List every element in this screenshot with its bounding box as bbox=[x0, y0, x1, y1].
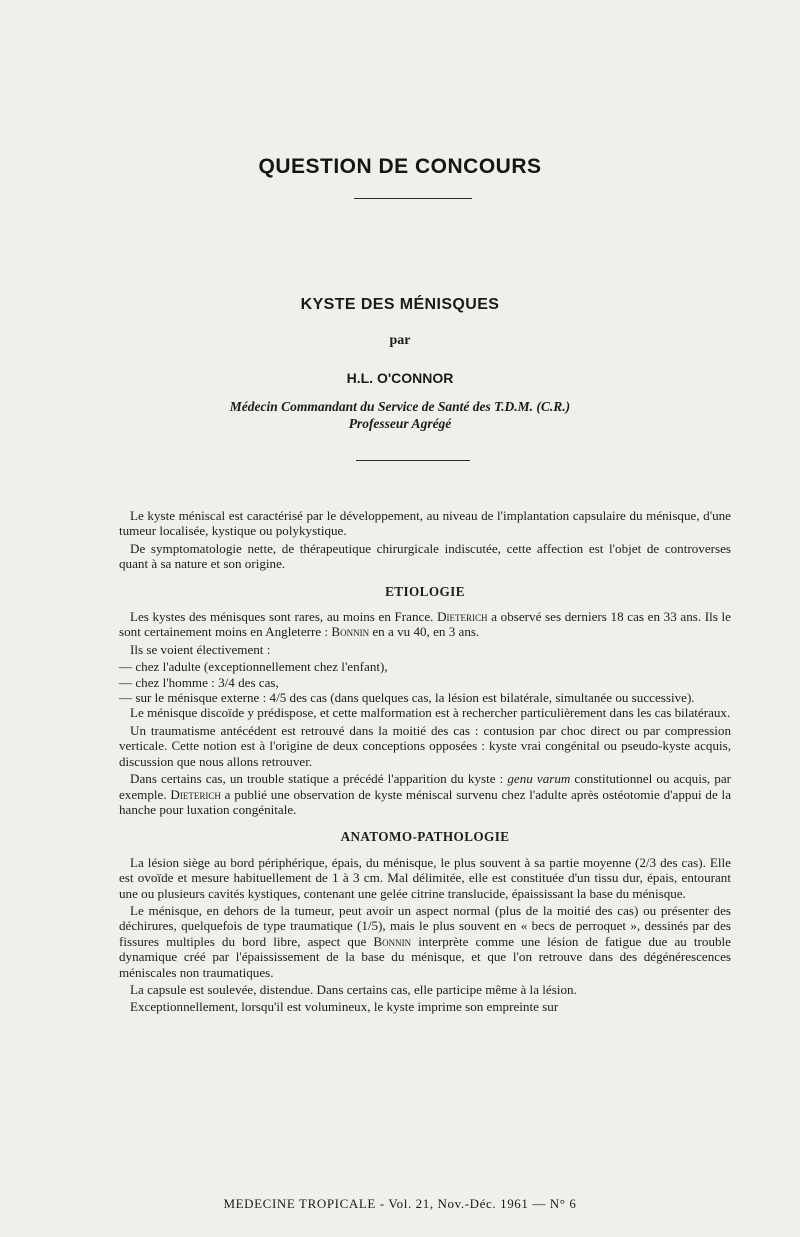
author-affiliation bbox=[0, 398, 800, 432]
etiologie-paragraph-5 bbox=[119, 771, 731, 817]
etiologie-paragraph-4: Un traumatisme antécédent est retrouvé dans la moitié des cas : contusion par choc direct ou par compression verticale. Cette notion est à l'origine de deux conceptions opposées : kyste vrai congénital ou pseudo-kyste acquis, discussion que nous allons retrouver. bbox=[119, 722, 731, 769]
title-rule bbox=[354, 198, 472, 199]
affiliation-line-1: Médecin Commandant du Service de Santé des T.D.M. (C.R.) bbox=[229, 399, 571, 414]
list-item: — chez l'adulte (exceptionnellement chez l'enfant), bbox=[119, 659, 388, 675]
text-span: constitutionnel ou acquis, par exemple. bbox=[119, 771, 731, 802]
article-body bbox=[119, 508, 731, 1017]
list-item: — sur le ménisque externe : 4/5 des cas (dans quelques cas, la lésion est bilatérale, simultanée ou successive). bbox=[119, 690, 695, 706]
section-heading-anatomo: ANATOMO-PATHOLOGIE bbox=[340, 829, 510, 845]
article-title: KYSTE DES MÉNISQUES bbox=[300, 296, 500, 313]
text-span: Dans certains cas, un trouble statique a précédé l'apparition du kyste : bbox=[130, 771, 504, 787]
intro-paragraph-1: Le kyste méniscal est caractérisé par le développement, au niveau de l'implantation capsulaire du ménisque, d'une tumeur localisée, kystique ou polykystique. bbox=[119, 508, 731, 539]
etiologie-paragraph-2: Ils se voient électivement : bbox=[130, 641, 271, 657]
journal-footer: MEDECINE TROPICALE - Vol. 21, Nov.-Déc. 1961 — N° 6 bbox=[223, 1196, 577, 1211]
text-span: a publié une observation de kyste méniscal survenu chez l'adulte après ostéotomie d'appui de la hanche pour luxation congénitale. bbox=[119, 786, 732, 817]
list-item: — chez l'homme : 3/4 des cas, bbox=[119, 674, 279, 690]
author-ref-bonnin: Bonnin bbox=[331, 624, 370, 640]
etiologie-paragraph-1 bbox=[119, 609, 731, 640]
page-title: QUESTION DE CONCOURS bbox=[258, 155, 542, 178]
text-span: en a vu 40, en 3 ans. bbox=[372, 624, 480, 640]
author-ref-dieterich: Dieterich bbox=[170, 786, 221, 802]
author-name: H.L. O'CONNOR bbox=[346, 370, 454, 386]
byline-par: par bbox=[389, 333, 411, 348]
section-heading-etiologie: ETIOLOGIE bbox=[385, 583, 465, 599]
text-span: interprète comme une lésion de fatigue due au trouble dynamique créé par l'épaississement de la base du ménisque, et que l'on retrouve dans des dégénérescences méniscales non traumatiques. bbox=[119, 933, 731, 980]
author-ref-dieterich: Dieterich bbox=[437, 609, 488, 625]
header-rule bbox=[356, 460, 470, 461]
author-ref-bonnin: Bonnin bbox=[373, 933, 412, 949]
etiologie-paragraph-3: Le ménisque discoïde y prédispose, et cette malformation est à rechercher particulièrement dans les cas bilatéraux. bbox=[130, 705, 731, 721]
emphasis-genu-varum: genu varum bbox=[507, 771, 571, 787]
text-span: Le ménisque, en dehors de la tumeur, peut avoir un aspect normal (plus de la moitié des cas) ou présenter des déchirures, quelquefois de type traumatique (1/5), mais le plus souvent en « becs de perroquet », dessinés par des fissures multiples du bord libre, aspect que bbox=[119, 902, 731, 949]
anatomo-paragraph-2 bbox=[119, 903, 731, 980]
anatomo-paragraph-4: Exceptionnellement, lorsqu'il est volumineux, le kyste imprime son empreinte sur bbox=[130, 999, 559, 1015]
text-span: Les kystes des ménisques sont rares, au moins en France. bbox=[130, 609, 434, 625]
anatomo-paragraph-1: La lésion siège au bord périphérique, épais, du ménisque, le plus souvent à sa partie moyenne (2/3 des cas). Elle est ovoïde et mesure habituellement de 1 à 3 cm. Mal délimitée, elle est constituée d'un tissu dur, épais, entourant une ou plusieurs cavités kystiques, contenant une gelée citrine translucide, épaississant la base du ménisque. bbox=[119, 854, 731, 901]
anatomo-paragraph-3: La capsule est soulevée, distendue. Dans certains cas, elle participe même à la lésion. bbox=[130, 981, 577, 997]
text-span: a observé ses derniers 18 cas en 33 ans. Ils le sont certainement moins en Angleterre : bbox=[119, 609, 731, 640]
affiliation-line-2: Professeur Agrégé bbox=[348, 416, 452, 431]
intro-paragraph-2: De symptomatologie nette, de thérapeutique chirurgicale indiscutée, cette affection est l'objet de controverses quant à sa nature et son origine. bbox=[119, 540, 731, 572]
